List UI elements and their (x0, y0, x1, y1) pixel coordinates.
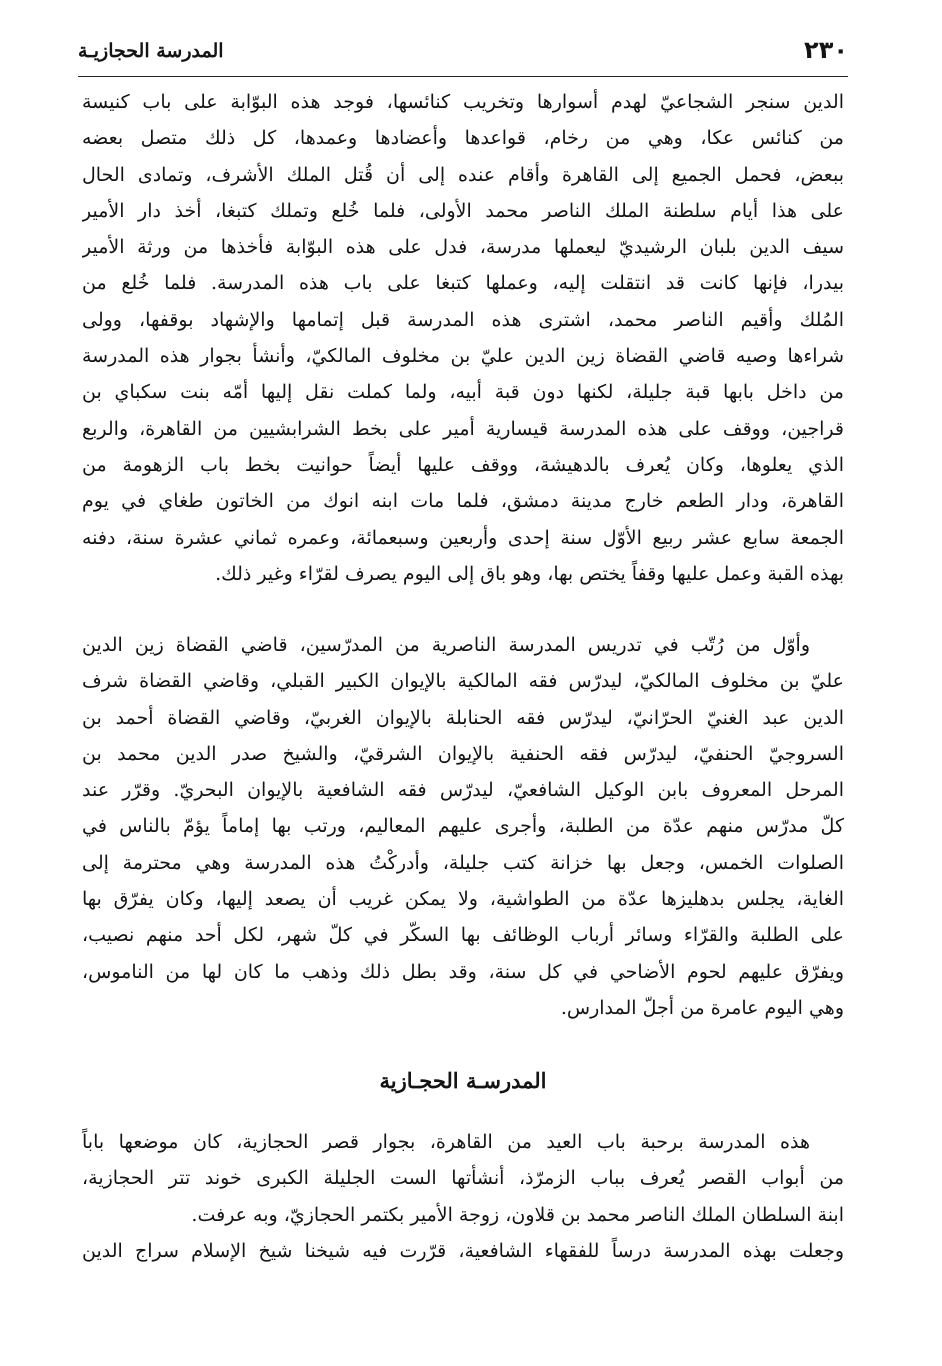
text-line: بهذه القبة وعمل عليها وقفاً يختص بها، وهو باق إلى اليوم يصرف لقرّاء وغير ذلك. (215, 562, 844, 585)
text-line: عليّ بن مخلوف المالكيّ، ليدرّس فقه المالكية بالإيوان الكبير القبلي، وقاضي القضاة شرف (82, 670, 844, 693)
text-line: سيف الدين بلبان الرشيديّ ليعملها مدرسة، فدل على هذه البوّابة فأخذها من ورثة الأمير (82, 236, 844, 259)
text-line: وأوّل من رُتّب في تدريس المدرسة الناصرية من المدرّسين، قاضي القضاة زين الدين (82, 634, 810, 656)
text-line: ببعض، فحمل الجميع إلى القاهرة وأقام عنده إلى أن قُتل الملك الأشرف، وتمادى الحال (82, 163, 844, 186)
text-line: المُلك وأقيم الناصر محمد، اشترى هذه المدرسة قبل إتمامها والإشهاد بوقفها، وولى (82, 308, 844, 331)
text-line: وجعلت بهذه المدرسة درساً للفقهاء الشافعية، قرّرت فيه شيخنا شيخ الإسلام سراج الدين (82, 1239, 844, 1262)
paragraph-2 (82, 627, 844, 1026)
text-line: كلّ مدرّس منهم عدّة من الطلبة، وأجرى عليهم المعاليم، ورتب بها إماماً يؤمّ بالناس في (82, 815, 844, 838)
text-line: الغاية، يجلس بدهليزها عدّة من الطواشية، ولا يمكن غريب أن يصعد إليها، وكان يفرّق بها (82, 888, 844, 911)
text-line: على الطلبة والقرّاء وسائر أرباب الوظائف بها السكّر في كلّ شهر، لكل أحد منهم نصيب، (82, 924, 844, 947)
text-line: على هذا أيام سلطنة الملك الناصر محمد الأولى، فلما خُلع وتملك كتبغا، أخذ دار الأمير (82, 199, 844, 222)
text-line: الدين سنجر الشجاعيّ لهدم أسوارها وتخريب كنائسها، فوجد هذه البوّابة على باب كنيسة (82, 91, 844, 113)
text-line: من أبواب القصر يُعرف بباب الزمرّذ، أنشأتها الست الجليلة الكبرى خوند تتر الحجازية، (82, 1167, 844, 1190)
text-line: الصلوات الخمس، وجعل بها خزانة كتب جليلة، وأدركْتُ هذه المدرسة وهي محترمة إلى (82, 851, 844, 874)
text-line: وهي اليوم عامرة من أجلّ المدارس. (560, 996, 844, 1019)
paragraph-3 (82, 1124, 844, 1269)
text-line: شراءها وصيه قاضي القضاة زين الدين عليّ بن مخلوف المالكيّ، وأنشأ بجوار هذه المدرسة (82, 345, 844, 368)
running-head-title: المدرسة الحجازيـة (78, 40, 224, 62)
text-line: الجمعة سابع عشر ربيع الأوّل سنة إحدى وأربعين وسبعمائة، وعمره ثماني عشرة سنة، دفنه (82, 526, 844, 549)
text-line: ابنة السلطان الملك الناصر محمد بن قلاون، زوجة الأمير بكتمر الحجازيّ، وبه عرفت. (191, 1203, 844, 1226)
text-line: السروجيّ الحنفيّ، ليدرّس فقه الحنفية بالإيوان الشرقيّ، والشيخ صدر الدين محمد بن (82, 742, 844, 765)
text-line: من كنائس عكا، وهي من رخام، قواعدها وأعضادها وعمدها، كل ذلك متصل بعضه (82, 127, 844, 150)
text-line: الدين عبد الغنيّ الحرّانيّ، ليدرّس فقه الحنابلة بالإيوان الغربيّ، وقاضي القضاة أحمد بن (82, 706, 844, 729)
text-line: قراجين، ووقف على هذه المدرسة قيسارية أمير على بخط الشرابشيين من القاهرة، والربع (82, 417, 844, 440)
text-line: القاهرة، ودار الطعم خارج مدينة دمشق، فلما مات ابنه انوك من الخاتون طغاي في يوم (82, 490, 844, 513)
text-line: المرحل المعروف بابن الوكيل الشافعيّ، ليدرّس فقه الشافعية بالإيوان البحريّ. وقرّر عند (82, 779, 844, 802)
paragraph-1 (82, 84, 844, 592)
text-line: بيدرا، فإنها كانت قد انتقلت إليه، وعملها كتبغا على باب هذه المدرسة. فلما خُلع من (82, 272, 844, 295)
page-number: ٢٣٠ (804, 36, 848, 64)
header-rule (78, 76, 848, 77)
text-line: من داخل بابها قبة جليلة، لكنها دون قبة أبيه، ولما كملت نقل إليها أمّه بنت سكباي بن (82, 381, 844, 404)
text-line: ويفرّق عليهم لحوم الأضاحي في كل سنة، وقد بطل ذلك وذهب ما كان لها من الناموس، (82, 960, 844, 983)
running-head (78, 34, 848, 70)
section-heading: المدرسـة الحجـازية (379, 1068, 547, 1093)
text-line: هذه المدرسة برحبة باب العيد من القاهرة، بجوار قصر الحجازية، كان موضعها باباً (82, 1131, 810, 1153)
text-line: الذي يعلوها، وكان يُعرف بالدهيشة، ووقف عليها أيضاً حوانيت بخط باب الزهومة من (82, 453, 844, 476)
